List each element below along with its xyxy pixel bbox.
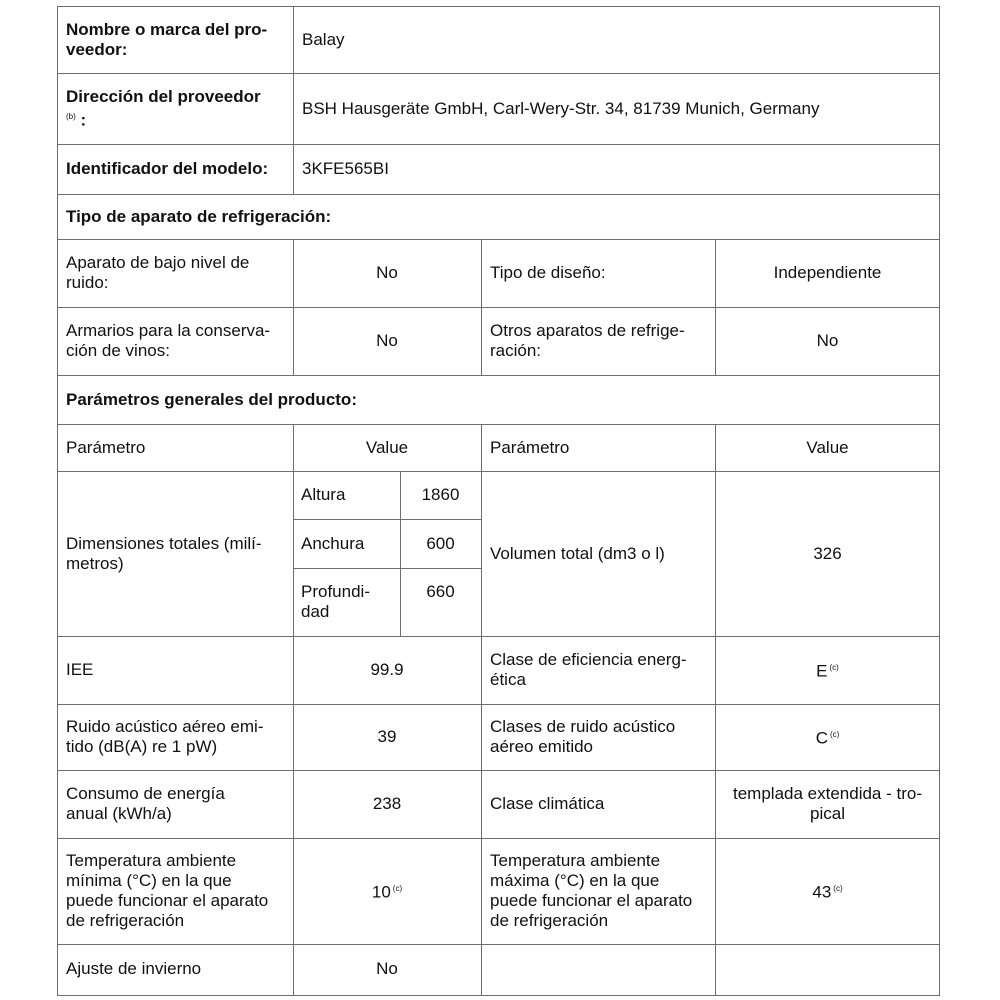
design-type-label: Tipo de diseño:: [490, 263, 606, 282]
depth-label: Profundi- dad: [301, 582, 370, 621]
supplier-address-label: Dirección del proveedor $^{(b)}$ :: [66, 86, 261, 130]
total-volume-value: 326: [813, 543, 842, 563]
supplier-name-value: Balay: [302, 29, 345, 49]
low-noise-value: No: [376, 263, 398, 282]
column-header-parameter: Parámetro: [490, 437, 570, 457]
climate-class-value: templada extendida - tro- pical: [733, 784, 922, 823]
footnote-marker: (b): [66, 111, 76, 121]
climate-class-label: Clase climática: [490, 794, 605, 813]
annual-consumption-label: Consumo de energía anual (kWh/a): [66, 784, 225, 823]
general-params-heading: Parámetros generales del producto:: [66, 389, 357, 409]
total-volume-label: Volumen total (dm3 o l): [490, 543, 665, 563]
low-noise-label: Aparato de bajo nivel de ruido:: [66, 253, 250, 292]
column-header-value: Value: [365, 437, 409, 457]
column-header-value: Value: [806, 437, 849, 457]
height-value: 1860: [421, 485, 460, 504]
footnote-marker: (c): [829, 663, 839, 673]
appliance-type-heading: Tipo de aparato de refrigeración:: [66, 206, 332, 226]
footnote-marker: (c): [392, 884, 403, 894]
eei-value: 99.9: [370, 660, 404, 679]
column-header-parameter: Parámetro: [66, 437, 146, 457]
width-value: 600: [426, 533, 455, 553]
other-appliance-value: No: [816, 331, 839, 350]
height-label: Altura: [301, 485, 346, 504]
noise-label: Ruido acústico aéreo emi- tido (dB(A) re 1 pW): [66, 717, 264, 756]
min-temperature-label: Temperatura ambiente mínima (°C) en la que puede funcionar el aparato de refrigeración: [66, 851, 269, 930]
eei-label: IEE: [66, 660, 94, 679]
annual-consumption-value: 238: [372, 794, 402, 813]
model-identifier-value: 3KFE565BI: [302, 159, 389, 178]
width-label: Anchura: [301, 533, 365, 553]
footnote-marker: (c): [833, 884, 843, 894]
max-temperature-value: 43 $^{(c)}$: [812, 882, 843, 902]
depth-value: 660: [426, 582, 455, 601]
noise-class-label: Clases de ruido acústico aéreo emitido: [490, 717, 676, 756]
winter-setting-value: No: [376, 959, 398, 978]
dimensions-label: Dimensiones totales (milí- metros): [66, 533, 262, 573]
wine-storage-value: No: [376, 331, 398, 350]
noise-class-value: C $^{(c)}$: [815, 728, 840, 748]
wine-storage-label: Armarios para la conserva- ción de vinos:: [66, 321, 271, 360]
other-appliance-label: Otros aparatos de refrige- ración:: [490, 321, 685, 360]
winter-setting-label: Ajuste de invierno: [66, 959, 202, 978]
footnote-marker: (c): [829, 730, 840, 740]
design-type-value: Independiente: [773, 263, 882, 282]
model-identifier-label: Identificador del modelo:: [66, 159, 269, 178]
energy-class-label: Clase de eficiencia energ- ética: [490, 650, 687, 689]
noise-value: 39: [377, 727, 397, 746]
max-temperature-label: Temperatura ambiente máxima (°C) en la que puede funcionar el aparato de refrigeración: [490, 851, 693, 930]
energy-class-value: E $^{(c)}$: [816, 661, 839, 681]
supplier-name-label: Nombre o marca del pro- veedor:: [66, 19, 268, 59]
supplier-address-value: BSH Hausgeräte GmbH, Carl-Wery-Str. 34, 81739 Munich, Germany: [302, 98, 820, 118]
min-temperature-value: 10 $^{(c)}$: [371, 882, 403, 902]
